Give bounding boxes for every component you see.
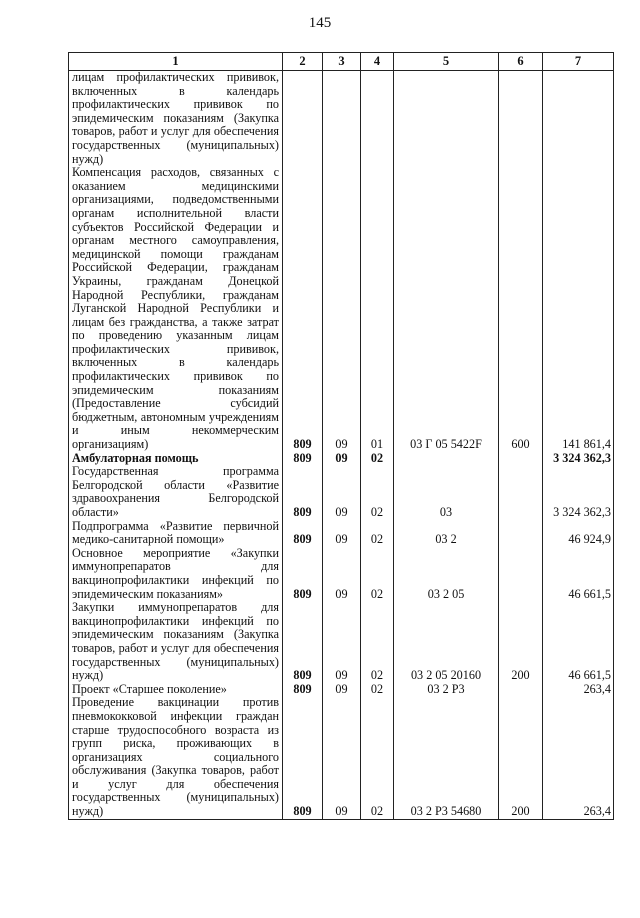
row-subsection-code	[361, 71, 394, 167]
row-subsection-code: 02	[361, 465, 394, 519]
row-ministry-code: 809	[283, 601, 323, 683]
row-subsection-code: 01	[361, 166, 394, 451]
row-name: Закупки иммунопрепаратов для вакцинопрофилактики инфекций по эпидемическим показаниям (Закупка товаров, работ и услуг для обеспечения государственных (муниципальных) нужд)	[69, 601, 283, 683]
row-expense-type	[499, 520, 543, 547]
row-amount: 3 324 362,3	[543, 452, 614, 466]
row-target-article: 03 2	[394, 520, 499, 547]
row-amount: 141 861,4	[543, 166, 614, 451]
table-row	[69, 601, 614, 683]
row-name: лицам профилактических прививок, включенных в календарь профилактических прививок по эпидемическим показаниям (Закупка товаров, работ и услуг для обеспечения государственных (муниципальных) нужд)	[69, 71, 283, 167]
row-amount: 46 661,5	[543, 547, 614, 601]
row-expense-type: 600	[499, 166, 543, 451]
row-amount: 46 661,5	[543, 601, 614, 683]
row-subsection-code: 02	[361, 520, 394, 547]
row-ministry-code: 809	[283, 465, 323, 519]
row-ministry-code: 809	[283, 696, 323, 819]
row-section-code: 09	[323, 166, 361, 451]
row-expense-type	[499, 71, 543, 167]
row-expense-type	[499, 465, 543, 519]
row-subsection-code: 02	[361, 547, 394, 601]
column-header: 4	[361, 53, 394, 71]
row-amount: 263,4	[543, 696, 614, 819]
table-header-row	[69, 53, 614, 71]
row-ministry-code	[283, 71, 323, 167]
row-section-code	[323, 71, 361, 167]
table-row	[69, 696, 614, 819]
table-row	[69, 465, 614, 519]
row-target-article	[394, 452, 499, 466]
row-expense-type: 200	[499, 696, 543, 819]
row-name: Проведение вакцинации против пневмококковой инфекции граждан старше трудоспособного возраста из групп риска, проживающих в организациях социального обслуживания (Закупка товаров, работ и услуг для обеспечения государственных (муниципальных) нужд)	[69, 696, 283, 819]
table-row	[69, 683, 614, 697]
row-target-article: 03 2 Р3 54680	[394, 696, 499, 819]
row-section-code: 09	[323, 547, 361, 601]
row-section-code: 09	[323, 696, 361, 819]
row-name: Государственная программа Белгородской области «Развитие здравоохранения Белгородской области»	[69, 465, 283, 519]
row-name: Подпрограмма «Развитие первичной медико-санитарной помощи»	[69, 520, 283, 547]
row-target-article: 03 Г 05 5422F	[394, 166, 499, 451]
column-header: 6	[499, 53, 543, 71]
table-row	[69, 452, 614, 466]
column-header: 3	[323, 53, 361, 71]
row-section-code: 09	[323, 601, 361, 683]
row-ministry-code: 809	[283, 547, 323, 601]
column-header: 5	[394, 53, 499, 71]
row-ministry-code: 809	[283, 520, 323, 547]
row-expense-type	[499, 683, 543, 697]
row-name: Амбулаторная помощь	[69, 452, 283, 466]
row-section-code: 09	[323, 465, 361, 519]
column-header: 7	[543, 53, 614, 71]
row-expense-type: 200	[499, 601, 543, 683]
row-subsection-code: 02	[361, 696, 394, 819]
row-ministry-code: 809	[283, 452, 323, 466]
column-header: 1	[69, 53, 283, 71]
table-row	[69, 166, 614, 451]
row-subsection-code: 02	[361, 452, 394, 466]
budget-table	[68, 52, 614, 820]
row-expense-type	[499, 452, 543, 466]
row-name: Проект «Старшее поколение»	[69, 683, 283, 697]
row-section-code: 09	[323, 520, 361, 547]
row-subsection-code: 02	[361, 683, 394, 697]
row-target-article: 03 2 05	[394, 547, 499, 601]
row-amount: 46 924,9	[543, 520, 614, 547]
row-amount: 263,4	[543, 683, 614, 697]
row-section-code: 09	[323, 683, 361, 697]
row-section-code: 09	[323, 452, 361, 466]
row-amount: 3 324 362,3	[543, 465, 614, 519]
table-row	[69, 520, 614, 547]
row-target-article: 03 2 05 20160	[394, 601, 499, 683]
row-subsection-code: 02	[361, 601, 394, 683]
page-number: 145	[308, 15, 332, 31]
row-target-article: 03	[394, 465, 499, 519]
row-amount	[543, 71, 614, 167]
row-ministry-code: 809	[283, 683, 323, 697]
row-target-article	[394, 71, 499, 167]
row-name: Основное мероприятие «Закупки иммунопрепаратов для вакцинопрофилактики инфекций по эпидемическим показаниям»	[69, 547, 283, 601]
column-header: 2	[283, 53, 323, 71]
table-row	[69, 547, 614, 601]
row-name: Компенсация расходов, связанных с оказанием медицинскими организациями, подведомственными органам исполнительной власти субъектов Российской Федерации и органам местного самоуправления, медицинской помощи гражданам Российской Федерации, гражданам Украины, гражданам Донецкой Народной Республики, гражданам Луганской Народной Республики и лицам без гражданства, а также затрат по проведению указанным лицам профилактических прививок, включенных в календарь профилактических прививок по эпидемическим показаниям (Предоставление субсидий бюджетным, автономным учреждениям и иным некоммерческим организациям)	[69, 166, 283, 451]
row-target-article: 03 2 Р3	[394, 683, 499, 697]
table-row	[69, 71, 614, 167]
row-expense-type	[499, 547, 543, 601]
row-ministry-code: 809	[283, 166, 323, 451]
